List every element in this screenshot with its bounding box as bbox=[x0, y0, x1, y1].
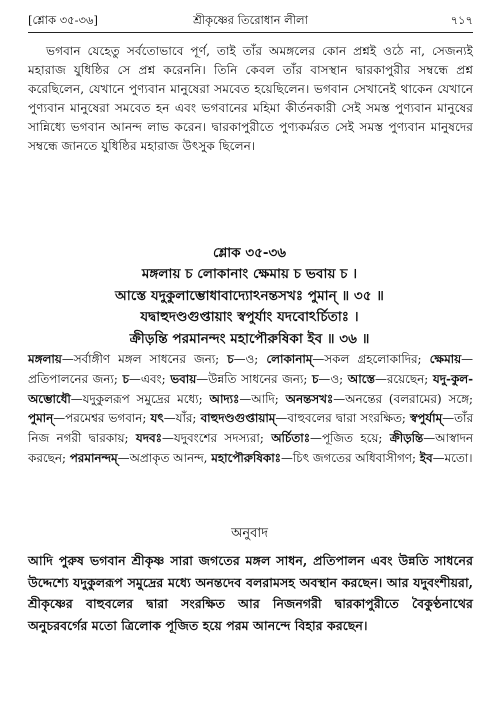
page-header bbox=[28, 10, 473, 32]
synonym-meaning: পরমেশ্বর ভগবান; bbox=[65, 411, 147, 426]
synonym-entry: ক্রীড়ন্তি—আস্বাদন করছেন; bbox=[28, 431, 473, 465]
synonym-meaning: অনন্তের (বলরামের) সঙ্গে; bbox=[345, 391, 473, 406]
translation-heading: অনুবাদ bbox=[231, 526, 268, 541]
word-for-word-synonyms bbox=[28, 350, 473, 469]
synonym-entry: চ—এবং; bbox=[122, 371, 166, 386]
synonym-entry: লোকানাম্—সকল গ্রহলোকাদির; bbox=[266, 352, 422, 366]
synonym-term: চ bbox=[312, 371, 319, 386]
synonym-meaning: আস্বাদন করছেন; bbox=[28, 431, 473, 465]
synonym-entry: অনন্তসখঃ—অনন্তের (বলরামের) সঙ্গে; bbox=[285, 391, 473, 406]
synonym-term: মহাপৌরুষিকাঃ bbox=[211, 450, 281, 465]
verse-line: ক্রীড়ন্তি পরমানন্দং মহাপৌরুষিকা ইব ॥ ৩৬ ॥ bbox=[129, 330, 370, 347]
synonym-meaning: বাহুবলের দ্বারা সংরক্ষিত; bbox=[287, 411, 406, 426]
header-verse-ref: [শ্লোক ৩৫-৩৬] bbox=[28, 12, 98, 27]
synonym-term: বাহুদণ্ডগুপ্তায়াম্ bbox=[200, 411, 276, 426]
synonym-entry: পুমান্—পরমেশ্বর ভগবান; bbox=[28, 411, 147, 426]
synonym-entry: যৎ—যাঁর; bbox=[150, 411, 197, 426]
synonym-term: চ bbox=[227, 352, 234, 366]
synonym-meaning: প্রতিপালনের জন্য; bbox=[28, 371, 118, 386]
header-chapter-title: শ্রীকৃষ্ণের তিরোধান লীলা bbox=[193, 12, 308, 27]
synonym-meaning: সর্বাঙ্গীণ মঙ্গল সাধনের জন্য; bbox=[73, 352, 220, 366]
synonym-entry: যদু-কুল-অম্ভোধৌ—যদুকুলরূপ সমুদ্রের মধ্যে; bbox=[28, 371, 474, 406]
synonym-entry: মঙ্গলায়—সর্বাঙ্গীণ মঙ্গল সাধনের জন্য; bbox=[28, 352, 220, 366]
synonym-entry: চ—ও; bbox=[312, 371, 344, 386]
page-number: ৭১৭ bbox=[450, 12, 473, 27]
synonym-meaning: ও; bbox=[245, 352, 259, 366]
verse-text bbox=[0, 264, 499, 350]
synonym-meaning: পূজিত হয়ে; bbox=[321, 431, 383, 446]
synonym-term: ক্রীড়ন্তি bbox=[389, 431, 424, 446]
synonym-term: ইব bbox=[419, 450, 433, 465]
synonym-term: মঙ্গলায় bbox=[28, 352, 62, 366]
synonym-meaning: ও; bbox=[330, 371, 344, 386]
synonym-term: ক্ষেমায় bbox=[429, 352, 462, 366]
synonym-term: অর্চিতাঃ bbox=[271, 431, 311, 446]
synonym-term: স্বপুর্যাম্ bbox=[410, 411, 443, 426]
synonym-entry: আস্তে—রয়েছেন; bbox=[347, 371, 429, 386]
purport-section bbox=[28, 42, 473, 156]
synonym-meaning: রয়েছেন; bbox=[386, 371, 429, 386]
synonym-entry: স্বপুর্যাম্—তাঁর নিজ নগরী দ্বারকায়; bbox=[28, 411, 474, 446]
synonym-entry: বাহুদণ্ডগুপ্তায়াম্—বাহুবলের দ্বারা সংরক্ষিত; bbox=[200, 411, 406, 426]
translation-text: আদি পুরুষ ভগবান শ্রীকৃষ্ণ সারা জগতের মঙ্গল সাধন, প্রতিপালন এবং উন্নতি সাধনের উদ্দেশ্যে যদুকুলরূপ সমুদ্রের মধ্যে অনন্তদেব বলরামসহ অবস্থান করছেন। আর যদুবংশীয়রা, শ্রীকৃষ্ণের বাহুবলের দ্বারা সংরক্ষিত আর নিজনগরী দ্বারকাপুরীতে বৈকুণ্ঠনাথের অনুচরবর্গের মতো ত্রিলোক পূজিত হয়ে পরম আনন্দে বিহার করছেন। bbox=[28, 553, 473, 633]
synonym-term: আস্তে bbox=[347, 371, 375, 386]
synonym-entry: যদবঃ—যদুবংশের সদস্যরা; bbox=[135, 431, 264, 446]
synonym-term: চ bbox=[122, 371, 129, 386]
synonym-meaning: যদুবংশের সদস্যরা; bbox=[173, 431, 264, 446]
synonym-term: লোকানাম্ bbox=[266, 352, 313, 366]
header-divider bbox=[28, 32, 473, 33]
synonym-entry: আদ্যঃ—আদি; bbox=[209, 391, 279, 406]
synonym-entry: মহাপৌরুষিকাঃ—চিৎ জগতের অধিবাসীগণ; bbox=[211, 450, 416, 465]
verse-line: মঙ্গলায় চ লোকানাং ক্ষেমায় চ ভবায় চ । bbox=[141, 266, 358, 282]
synonym-meaning: যাঁর; bbox=[175, 411, 197, 426]
synonym-term: যৎ bbox=[150, 411, 164, 426]
synonym-term: পরমানন্দম্ bbox=[69, 450, 118, 465]
synonym-entry: ভবায়—উন্নতি সাধনের জন্য; bbox=[170, 371, 308, 386]
synonym-meaning: চিৎ জগতের অধিবাসীগণ; bbox=[292, 450, 416, 465]
synonym-entry: পরমানন্দম্—অপ্রাকৃত আনন্দ, bbox=[69, 450, 208, 465]
synonym-term: যদু-কুল-অম্ভোধৌ bbox=[28, 371, 474, 406]
synonym-meaning: অপ্রাকৃত আনন্দ, bbox=[129, 450, 208, 465]
synonym-term: যদবঃ bbox=[135, 431, 162, 446]
synonym-meaning: মতো। bbox=[444, 450, 473, 465]
synonym-meaning: এবং; bbox=[140, 371, 166, 386]
synonym-term: অনন্তসখঃ bbox=[285, 391, 334, 406]
synonym-term: ভবায় bbox=[170, 371, 197, 386]
verse-line: আস্তে যদুকুলাম্ভোধাবাদ্যোঽনন্তসখঃ পুমান্ ॥ ৩৫ ॥ bbox=[115, 287, 384, 304]
synonym-term: আদ্যঃ bbox=[209, 391, 240, 406]
verse-heading: শ্লোক ৩৫-৩৬ bbox=[212, 245, 287, 261]
synonym-meaning: তাঁর নিজ নগরী দ্বারকায়; bbox=[28, 411, 474, 446]
verse-line: যদ্বাহুদণ্ডগুপ্তায়াং স্বপুর্যাং যদবোঽর্চিতাঃ । bbox=[140, 309, 359, 325]
synonym-meaning: যদুকুলরূপ সমুদ্রের মধ্যে; bbox=[82, 391, 203, 406]
synonym-meaning: উন্নতি সাধনের জন্য; bbox=[208, 371, 308, 386]
synonym-term: পুমান্ bbox=[28, 411, 54, 426]
synonym-entry: ক্ষেমায়—প্রতিপালনের জন্য; bbox=[28, 352, 474, 386]
synonym-entry: অর্চিতাঃ—পূজিত হয়ে; bbox=[271, 431, 383, 446]
synonym-meaning: সকল গ্রহলোকাদির; bbox=[324, 352, 422, 366]
purport-paragraph: ভগবান যেহেতু সর্বতোভাবে পূর্ণ, তাই তাঁর অমঙ্গলের কোন প্রশ্নই ওঠে না, সেজন্যই মহারাজ যুধিষ্ঠির সে প্রশ্ন করেননি। তিনি কেবল তাঁর বাসস্থান দ্বারকাপুরীর সম্বন্ধে প্রশ্ন করেছিলেন, যেখানে পুণ্যবান মানুষেরা সমবেত হয়েছিলেন। ভগবান সেখানেই থাকেন যেখানে পুণ্যবান মানুষেরা সমবেত হন এবং ভগবানের মহিমা কীর্তনকারী সেই সমস্ত পুণ্যবান মানুষের সান্নিধ্যে ভগবান আনন্দ লাভ করেন। দ্বারকাপুরীতে পুণ্যকর্মরত সেই সমস্ত পুণ্যবান মানুষদের সম্বন্ধে জানতে যুধিষ্ঠির মহারাজ উৎসুক ছিলেন। bbox=[28, 44, 473, 153]
synonym-meaning: আদি; bbox=[251, 391, 279, 406]
synonym-entry: ইব—মতো। bbox=[419, 450, 473, 465]
synonym-entry: চ—ও; bbox=[227, 352, 259, 366]
